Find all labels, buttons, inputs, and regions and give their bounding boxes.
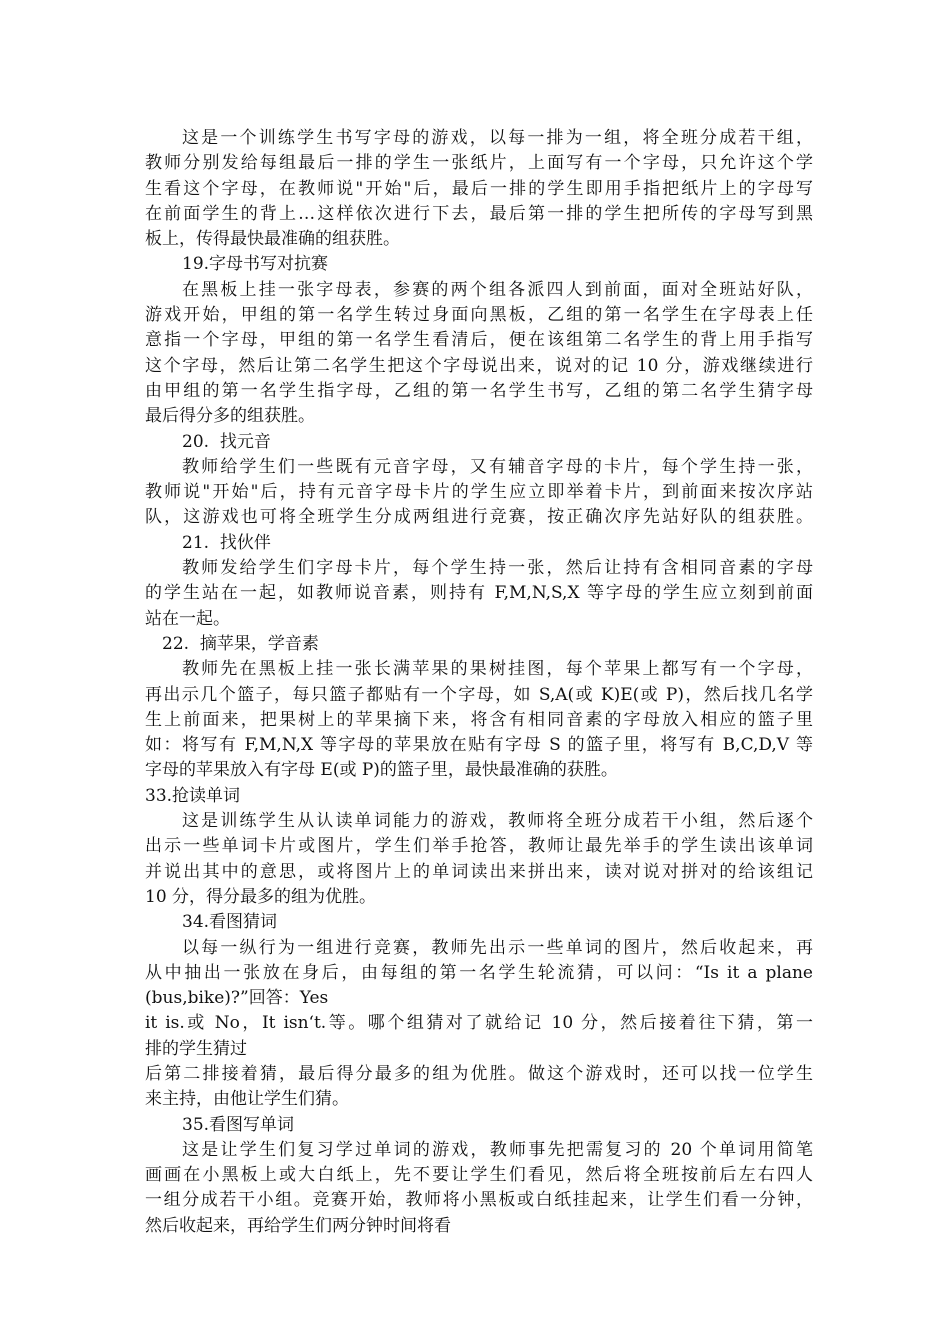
text-line: 从中抽出一张放在身后，由每组的第一名学生轮流猜，可以问：“Is it a plane	[145, 962, 813, 983]
text-line: 22. 摘苹果，学音素	[162, 633, 319, 654]
text-line: 由甲组的第一名学生指字母，乙组的第一名学生书写，乙组的第二名学生猜字母	[145, 380, 813, 401]
text-line: 34.看图猜词	[182, 912, 278, 933]
text-line: 意指一个字母，甲组的第一名学生看清后，便在该组第二名学生的背上用手指写	[145, 330, 813, 351]
text-line: 这是一个训练学生书写字母的游戏，以每一排为一组，将全班分成若干组，	[182, 128, 813, 148]
text-line: 教师发给学生们字母卡片，每个学生持一张，然后让持有含相同音素的字母	[182, 558, 813, 579]
text-line: 排的学生猜过	[145, 1038, 247, 1059]
text-line: 一组分成若干小组。竞赛开始，教师将小黑板或白纸挂起来，让学生们看一分钟，	[145, 1190, 813, 1211]
text-line: 然后收起来，再给学生们两分钟时间将看	[145, 1215, 451, 1236]
text-line: 画画在小黑板上或大白纸上，先不要让学生们看见，然后将全班按前后左右四人	[145, 1165, 813, 1186]
text-line: 这个字母，然后让第二名学生把这个字母说出来，说对的记 10 分，游戏继续进行	[145, 355, 813, 376]
text-line: 这是让学生们复习学过单词的游戏，教师事先把需复习的 20 个单词用简笔	[182, 1139, 813, 1160]
document-body	[145, 126, 813, 1239]
text-line: 队，这游戏也可将全班学生分成两组进行竞赛，按正确次序先站好队的组获胜。	[145, 507, 813, 528]
text-line: 站在一起。	[145, 608, 230, 629]
text-line: 这是训练学生从认读单词能力的游戏，教师将全班分成若干小组，然后逐个	[182, 811, 813, 832]
text-line: 最后得分多的组获胜。	[145, 406, 315, 427]
text-line: 再出示几个篮子，每只篮子都贴有一个字母，如 S,A(或 K)E(或 P)，然后找几名学	[145, 684, 813, 705]
text-line: 如：将写有 F,M,N,X 等字母的苹果放在贴有字母 S 的篮子里，将写有 B,C,D,V 等	[145, 735, 813, 756]
text-line: 游戏开始，甲组的第一名学生转过身面向黑板，乙组的第一名学生在字母表上任	[145, 305, 813, 326]
text-line: 19.字母书写对抗赛	[182, 254, 329, 275]
text-line: 来主持，由他让学生们猜。	[145, 1089, 349, 1110]
text-line: 后第二排接着猜，最后得分最多的组为优胜。做这个游戏时，还可以找一位学生	[145, 1063, 813, 1084]
text-line: 在前面学生的背上…这样依次进行下去，最后第一排的学生把所传的字母写到黑	[145, 203, 813, 224]
text-line: 生上前面来，把果树上的苹果摘下来，将含有相同音素的字母放入相应的篮子里	[145, 709, 813, 730]
text-line: 板上，传得最快最准确的组获胜。	[145, 229, 400, 250]
text-line: 出示一些单词卡片或图片，学生们举手抢答，教师让最先举手的学生读出该单词	[145, 836, 813, 857]
text-line: 10 分，得分最多的组为优胜。	[145, 886, 377, 907]
text-line: 并说出其中的意思，或将图片上的单词读出来拼出来，读对说对拼对的给该组记	[145, 861, 813, 882]
text-line: 教师说"开始"后，持有元音字母卡片的学生应立即举着卡片，到前面来按次序站	[145, 482, 813, 503]
text-line: 生看这个字母，在教师说"开始"后，最后一排的学生即用手指把纸片上的字母写	[145, 178, 813, 199]
text-line: (bus,bike)?”回答：Yes	[145, 988, 329, 1009]
text-line: 教师分别发给每组最后一排的学生一张纸片，上面写有一个字母，只允许这个学	[145, 153, 813, 174]
text-line: it is.或 No，It isn‘t.等。哪个组猜对了就给记 10 分，然后接着往下猜，第一	[145, 1013, 813, 1034]
text-line: 35.看图写单词	[182, 1114, 295, 1135]
text-line: 教师先在黑板上挂一张长满苹果的果树挂图，每个苹果上都写有一个字母，	[182, 659, 813, 680]
text-line: 20. 找元音	[182, 431, 271, 452]
text-line: 21. 找伙伴	[182, 532, 271, 553]
text-line: 以每一纵行为一组进行竞赛，教师先出示一些单词的图片，然后收起来，再	[182, 937, 813, 958]
text-line: 33.抢读单词	[145, 785, 241, 806]
text-line: 字母的苹果放入有字母 E(或 P)的篮子里，最快最准确的获胜。	[145, 760, 618, 781]
text-line: 的学生站在一起，如教师说音素，则持有 F,M,N,S,X 等字母的学生应立刻到前面	[145, 583, 813, 604]
text-line: 在黑板上挂一张字母表，参赛的两个组各派四人到前面，面对全班站好队，	[182, 279, 813, 300]
text-line: 教师给学生们一些既有元音字母，又有辅音字母的卡片，每个学生持一张，	[182, 456, 813, 477]
